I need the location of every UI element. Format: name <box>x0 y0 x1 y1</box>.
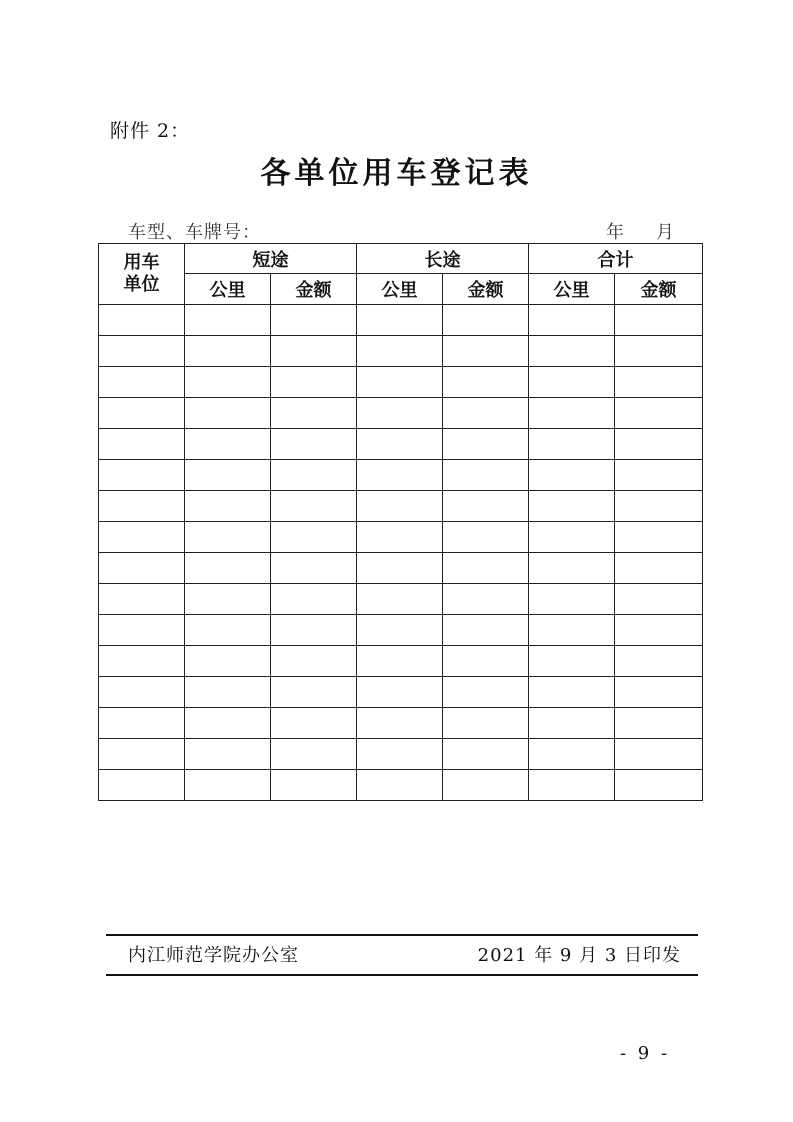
group-header-long: 长途 <box>357 244 529 274</box>
table-cell[interactable] <box>615 553 703 584</box>
table-cell[interactable] <box>271 336 357 367</box>
table-cell[interactable] <box>443 646 529 677</box>
table-row <box>99 398 703 429</box>
table-cell[interactable] <box>357 398 443 429</box>
issuer-name: 内江师范学院办公室 <box>128 945 299 966</box>
sub-header-amount: 金额 <box>615 274 703 305</box>
table-cell[interactable] <box>529 584 615 615</box>
table-cell[interactable] <box>185 646 271 677</box>
table-cell[interactable] <box>443 429 529 460</box>
sub-header-km: 公里 <box>185 274 271 305</box>
footer-rule-bottom <box>106 974 698 976</box>
sub-header-km: 公里 <box>357 274 443 305</box>
table-cell[interactable] <box>615 305 703 336</box>
table-cell[interactable] <box>615 770 703 801</box>
table-cell[interactable] <box>99 305 185 336</box>
table-cell[interactable] <box>271 398 357 429</box>
table-cell[interactable] <box>615 367 703 398</box>
table-cell[interactable] <box>185 491 271 522</box>
table-row <box>99 708 703 739</box>
page-title: 各单位用车登记表 <box>260 156 533 191</box>
sub-header-amount: 金额 <box>443 274 529 305</box>
table-cell[interactable] <box>529 491 615 522</box>
table-cell[interactable] <box>271 646 357 677</box>
table-cell[interactable] <box>99 739 185 770</box>
table-cell[interactable] <box>271 429 357 460</box>
table-cell[interactable] <box>99 367 185 398</box>
table-cell[interactable] <box>615 615 703 646</box>
table-cell[interactable] <box>99 553 185 584</box>
table-row <box>99 553 703 584</box>
table-cell[interactable] <box>99 770 185 801</box>
table-cell[interactable] <box>185 305 271 336</box>
table-cell[interactable] <box>99 429 185 460</box>
table-cell[interactable] <box>185 460 271 491</box>
table-cell[interactable] <box>185 429 271 460</box>
table-cell[interactable] <box>443 770 529 801</box>
table-cell[interactable] <box>529 429 615 460</box>
table-row <box>99 429 703 460</box>
table-cell[interactable] <box>529 553 615 584</box>
table-cell[interactable] <box>529 770 615 801</box>
table-cell[interactable] <box>271 553 357 584</box>
vehicle-log-table <box>98 243 703 801</box>
table-cell[interactable] <box>357 460 443 491</box>
table-cell[interactable] <box>443 305 529 336</box>
table-cell[interactable] <box>271 584 357 615</box>
table-cell[interactable] <box>185 398 271 429</box>
table-row <box>99 584 703 615</box>
form-meta <box>128 218 673 242</box>
table-cell[interactable] <box>185 584 271 615</box>
table-cell[interactable] <box>271 460 357 491</box>
table-cell[interactable] <box>443 553 529 584</box>
unit-header-line1: 用车 <box>123 252 160 273</box>
table-cell[interactable] <box>271 305 357 336</box>
table-cell[interactable] <box>615 677 703 708</box>
table-cell[interactable] <box>185 739 271 770</box>
table-row <box>99 336 703 367</box>
table-cell[interactable] <box>271 615 357 646</box>
table-cell[interactable] <box>529 522 615 553</box>
table-cell[interactable] <box>615 522 703 553</box>
table-cell[interactable] <box>99 677 185 708</box>
table-row <box>99 491 703 522</box>
attachment-label: 附件 2： <box>110 120 191 142</box>
table-row <box>99 770 703 801</box>
table-cell[interactable] <box>271 522 357 553</box>
table-cell[interactable] <box>529 739 615 770</box>
table-row <box>99 739 703 770</box>
month-label: 月 <box>656 222 674 243</box>
table-cell[interactable] <box>615 584 703 615</box>
table-cell[interactable] <box>271 708 357 739</box>
issue-date: 2021 年 9 月 3 日印发 <box>477 945 681 966</box>
table-cell[interactable] <box>529 460 615 491</box>
table-row <box>99 646 703 677</box>
vehicle-label: 车型、车牌号： <box>128 222 261 243</box>
table-cell[interactable] <box>357 522 443 553</box>
unit-header <box>99 244 185 305</box>
table-cell[interactable] <box>271 739 357 770</box>
table-row <box>99 615 703 646</box>
header-row-groups <box>99 244 703 274</box>
table-cell[interactable] <box>443 739 529 770</box>
table-cell[interactable] <box>99 398 185 429</box>
table-cell[interactable] <box>443 367 529 398</box>
table-cell[interactable] <box>443 708 529 739</box>
sub-header-amount: 金额 <box>271 274 357 305</box>
table-cell[interactable] <box>99 460 185 491</box>
table-cell[interactable] <box>357 677 443 708</box>
table-cell[interactable] <box>357 584 443 615</box>
table-cell[interactable] <box>99 522 185 553</box>
footer-rule-top <box>106 934 698 936</box>
table-row <box>99 677 703 708</box>
table-cell[interactable] <box>443 398 529 429</box>
table-cell[interactable] <box>357 553 443 584</box>
table-cell[interactable] <box>529 305 615 336</box>
table-cell[interactable] <box>99 336 185 367</box>
table-cell[interactable] <box>615 460 703 491</box>
table-cell[interactable] <box>529 646 615 677</box>
table-cell[interactable] <box>443 584 529 615</box>
table-cell[interactable] <box>271 770 357 801</box>
table-cell[interactable] <box>615 491 703 522</box>
table-cell[interactable] <box>615 708 703 739</box>
table-cell[interactable] <box>357 770 443 801</box>
table-cell[interactable] <box>357 429 443 460</box>
sub-header-km: 公里 <box>529 274 615 305</box>
table-cell[interactable] <box>357 615 443 646</box>
table-cell[interactable] <box>529 398 615 429</box>
group-header-total: 合计 <box>529 244 703 274</box>
table-cell[interactable] <box>185 615 271 646</box>
table-cell[interactable] <box>615 336 703 367</box>
table-cell[interactable] <box>529 336 615 367</box>
table-cell[interactable] <box>357 739 443 770</box>
year-label: 年 <box>606 222 624 243</box>
table-cell[interactable] <box>357 646 443 677</box>
table-cell[interactable] <box>615 398 703 429</box>
table-cell[interactable] <box>529 367 615 398</box>
table-cell[interactable] <box>357 336 443 367</box>
table-cell[interactable] <box>271 677 357 708</box>
table-row <box>99 305 703 336</box>
table-cell[interactable] <box>99 584 185 615</box>
table-cell[interactable] <box>443 677 529 708</box>
table-cell[interactable] <box>615 739 703 770</box>
table-cell[interactable] <box>185 367 271 398</box>
table-cell[interactable] <box>99 615 185 646</box>
table-cell[interactable] <box>185 522 271 553</box>
table-cell[interactable] <box>357 491 443 522</box>
table-cell[interactable] <box>185 708 271 739</box>
table-cell[interactable] <box>529 615 615 646</box>
table-cell[interactable] <box>271 491 357 522</box>
table-cell[interactable] <box>185 553 271 584</box>
table-cell[interactable] <box>185 336 271 367</box>
table-cell[interactable] <box>99 708 185 739</box>
table-cell[interactable] <box>443 336 529 367</box>
table-cell[interactable] <box>357 708 443 739</box>
table-row <box>99 367 703 398</box>
table-cell[interactable] <box>357 367 443 398</box>
table-cell[interactable] <box>615 429 703 460</box>
group-header-short: 短途 <box>185 244 357 274</box>
table-cell[interactable] <box>443 522 529 553</box>
table-cell[interactable] <box>443 615 529 646</box>
table-cell[interactable] <box>99 646 185 677</box>
unit-header-line2: 单位 <box>123 274 160 295</box>
table-cell[interactable] <box>185 770 271 801</box>
table-body <box>99 305 703 801</box>
table-cell[interactable] <box>443 460 529 491</box>
table-cell[interactable] <box>185 677 271 708</box>
table-cell[interactable] <box>357 305 443 336</box>
table-cell[interactable] <box>529 708 615 739</box>
header-row-sub <box>99 274 703 305</box>
table-cell[interactable] <box>529 677 615 708</box>
table-cell[interactable] <box>99 491 185 522</box>
table-row <box>99 460 703 491</box>
table-row <box>99 522 703 553</box>
table-cell[interactable] <box>443 491 529 522</box>
table-cell[interactable] <box>271 367 357 398</box>
table-cell[interactable] <box>615 646 703 677</box>
page-number: - 9 - <box>620 1043 671 1064</box>
